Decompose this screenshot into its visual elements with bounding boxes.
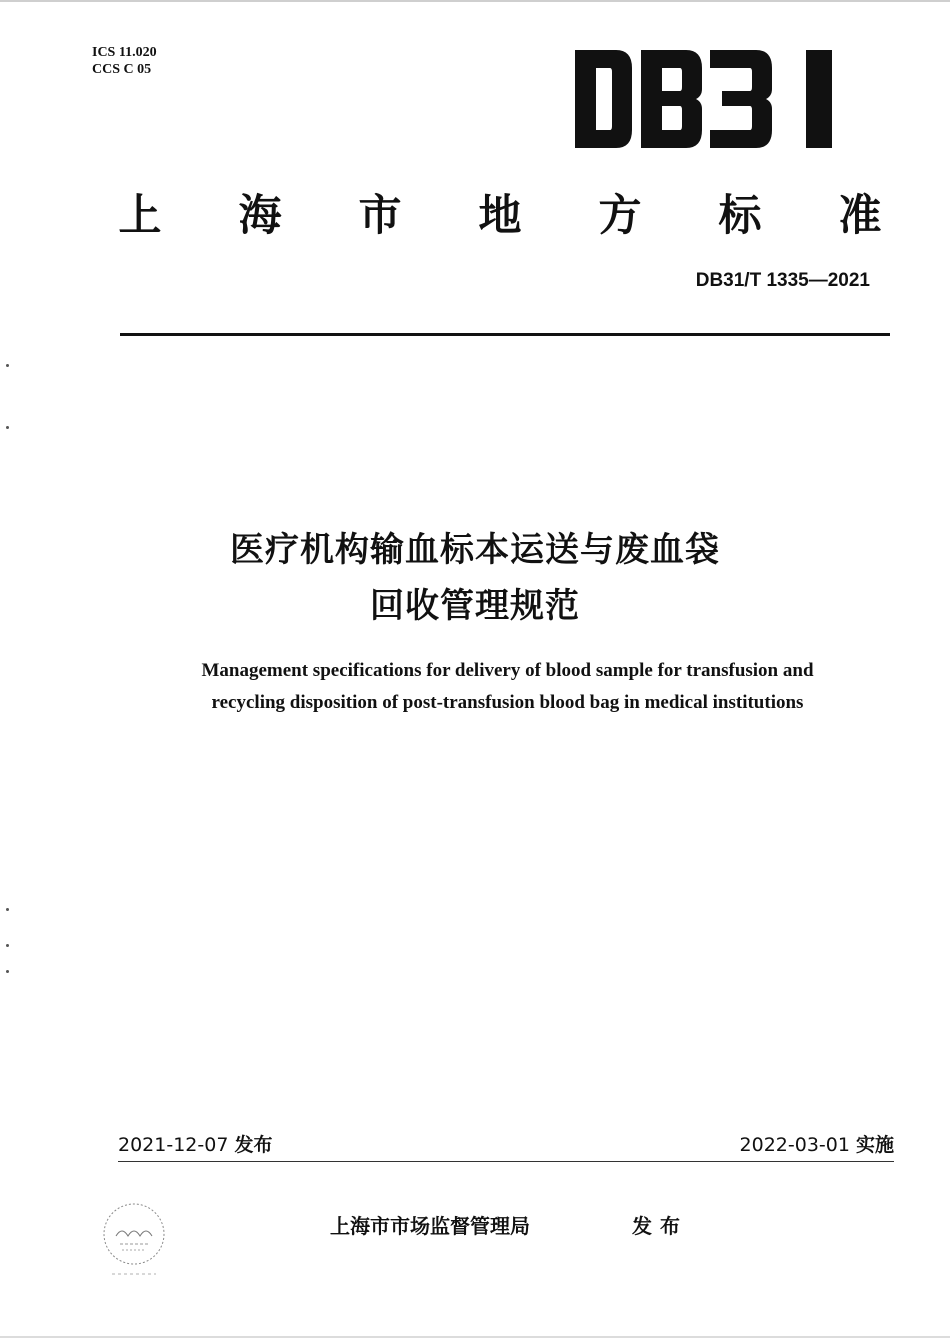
publish-label: 发布 <box>632 1214 688 1238</box>
standard-type-char: 地 <box>478 191 522 241</box>
scan-mark <box>6 970 9 973</box>
header-divider <box>120 333 890 336</box>
issue-date-block <box>118 1130 272 1157</box>
issue-date: 2021-12-07 <box>118 1134 229 1156</box>
logo-letter-b <box>641 50 702 148</box>
logo-digit-1 <box>806 50 832 148</box>
standard-type-char: 海 <box>238 191 282 241</box>
document-title-cn-line2: 回收管理规范 <box>370 586 580 626</box>
standard-type-char: 市 <box>358 191 402 241</box>
scan-top-edge <box>0 0 950 2</box>
standard-type-char: 标 <box>718 191 762 241</box>
implement-date: 2022-03-01 <box>739 1134 850 1156</box>
document-title-en-line2: recycling disposition of post-transfusion blood bag in medical institutions <box>211 692 804 713</box>
scan-mark <box>6 364 9 367</box>
standard-type-char: 上 <box>118 191 162 241</box>
logo-letter-d <box>575 50 632 148</box>
logo-digit-3 <box>710 50 772 148</box>
publisher-name: 上海市市场监督管理局 <box>330 1214 530 1238</box>
issue-label: 发布 <box>234 1134 273 1156</box>
scan-mark <box>6 944 9 947</box>
db31-logo <box>570 44 836 152</box>
standard-type-char: 准 <box>838 191 882 241</box>
date-divider <box>118 1161 894 1162</box>
ics-code: ICS 11.020 <box>92 45 157 60</box>
document-title-en-line1: Management specifications for delivery of blood sample for transfusion and <box>201 660 814 681</box>
certification-seal <box>98 1198 170 1284</box>
standard-type-heading <box>110 182 890 243</box>
implement-label: 实施 <box>855 1134 894 1156</box>
ccs-code: CCS C 05 <box>92 62 152 77</box>
scan-mark <box>6 426 9 429</box>
document-title-cn-line1: 医疗机构输血标本运送与废血袋 <box>230 530 720 570</box>
standard-code: DB31/T 1335—2021 <box>695 270 870 291</box>
classification-codes <box>92 44 157 78</box>
scan-mark <box>6 908 9 911</box>
scan-bottom-edge <box>0 1336 950 1338</box>
standard-type-char: 方 <box>598 191 642 241</box>
implement-date-block <box>740 1130 894 1157</box>
